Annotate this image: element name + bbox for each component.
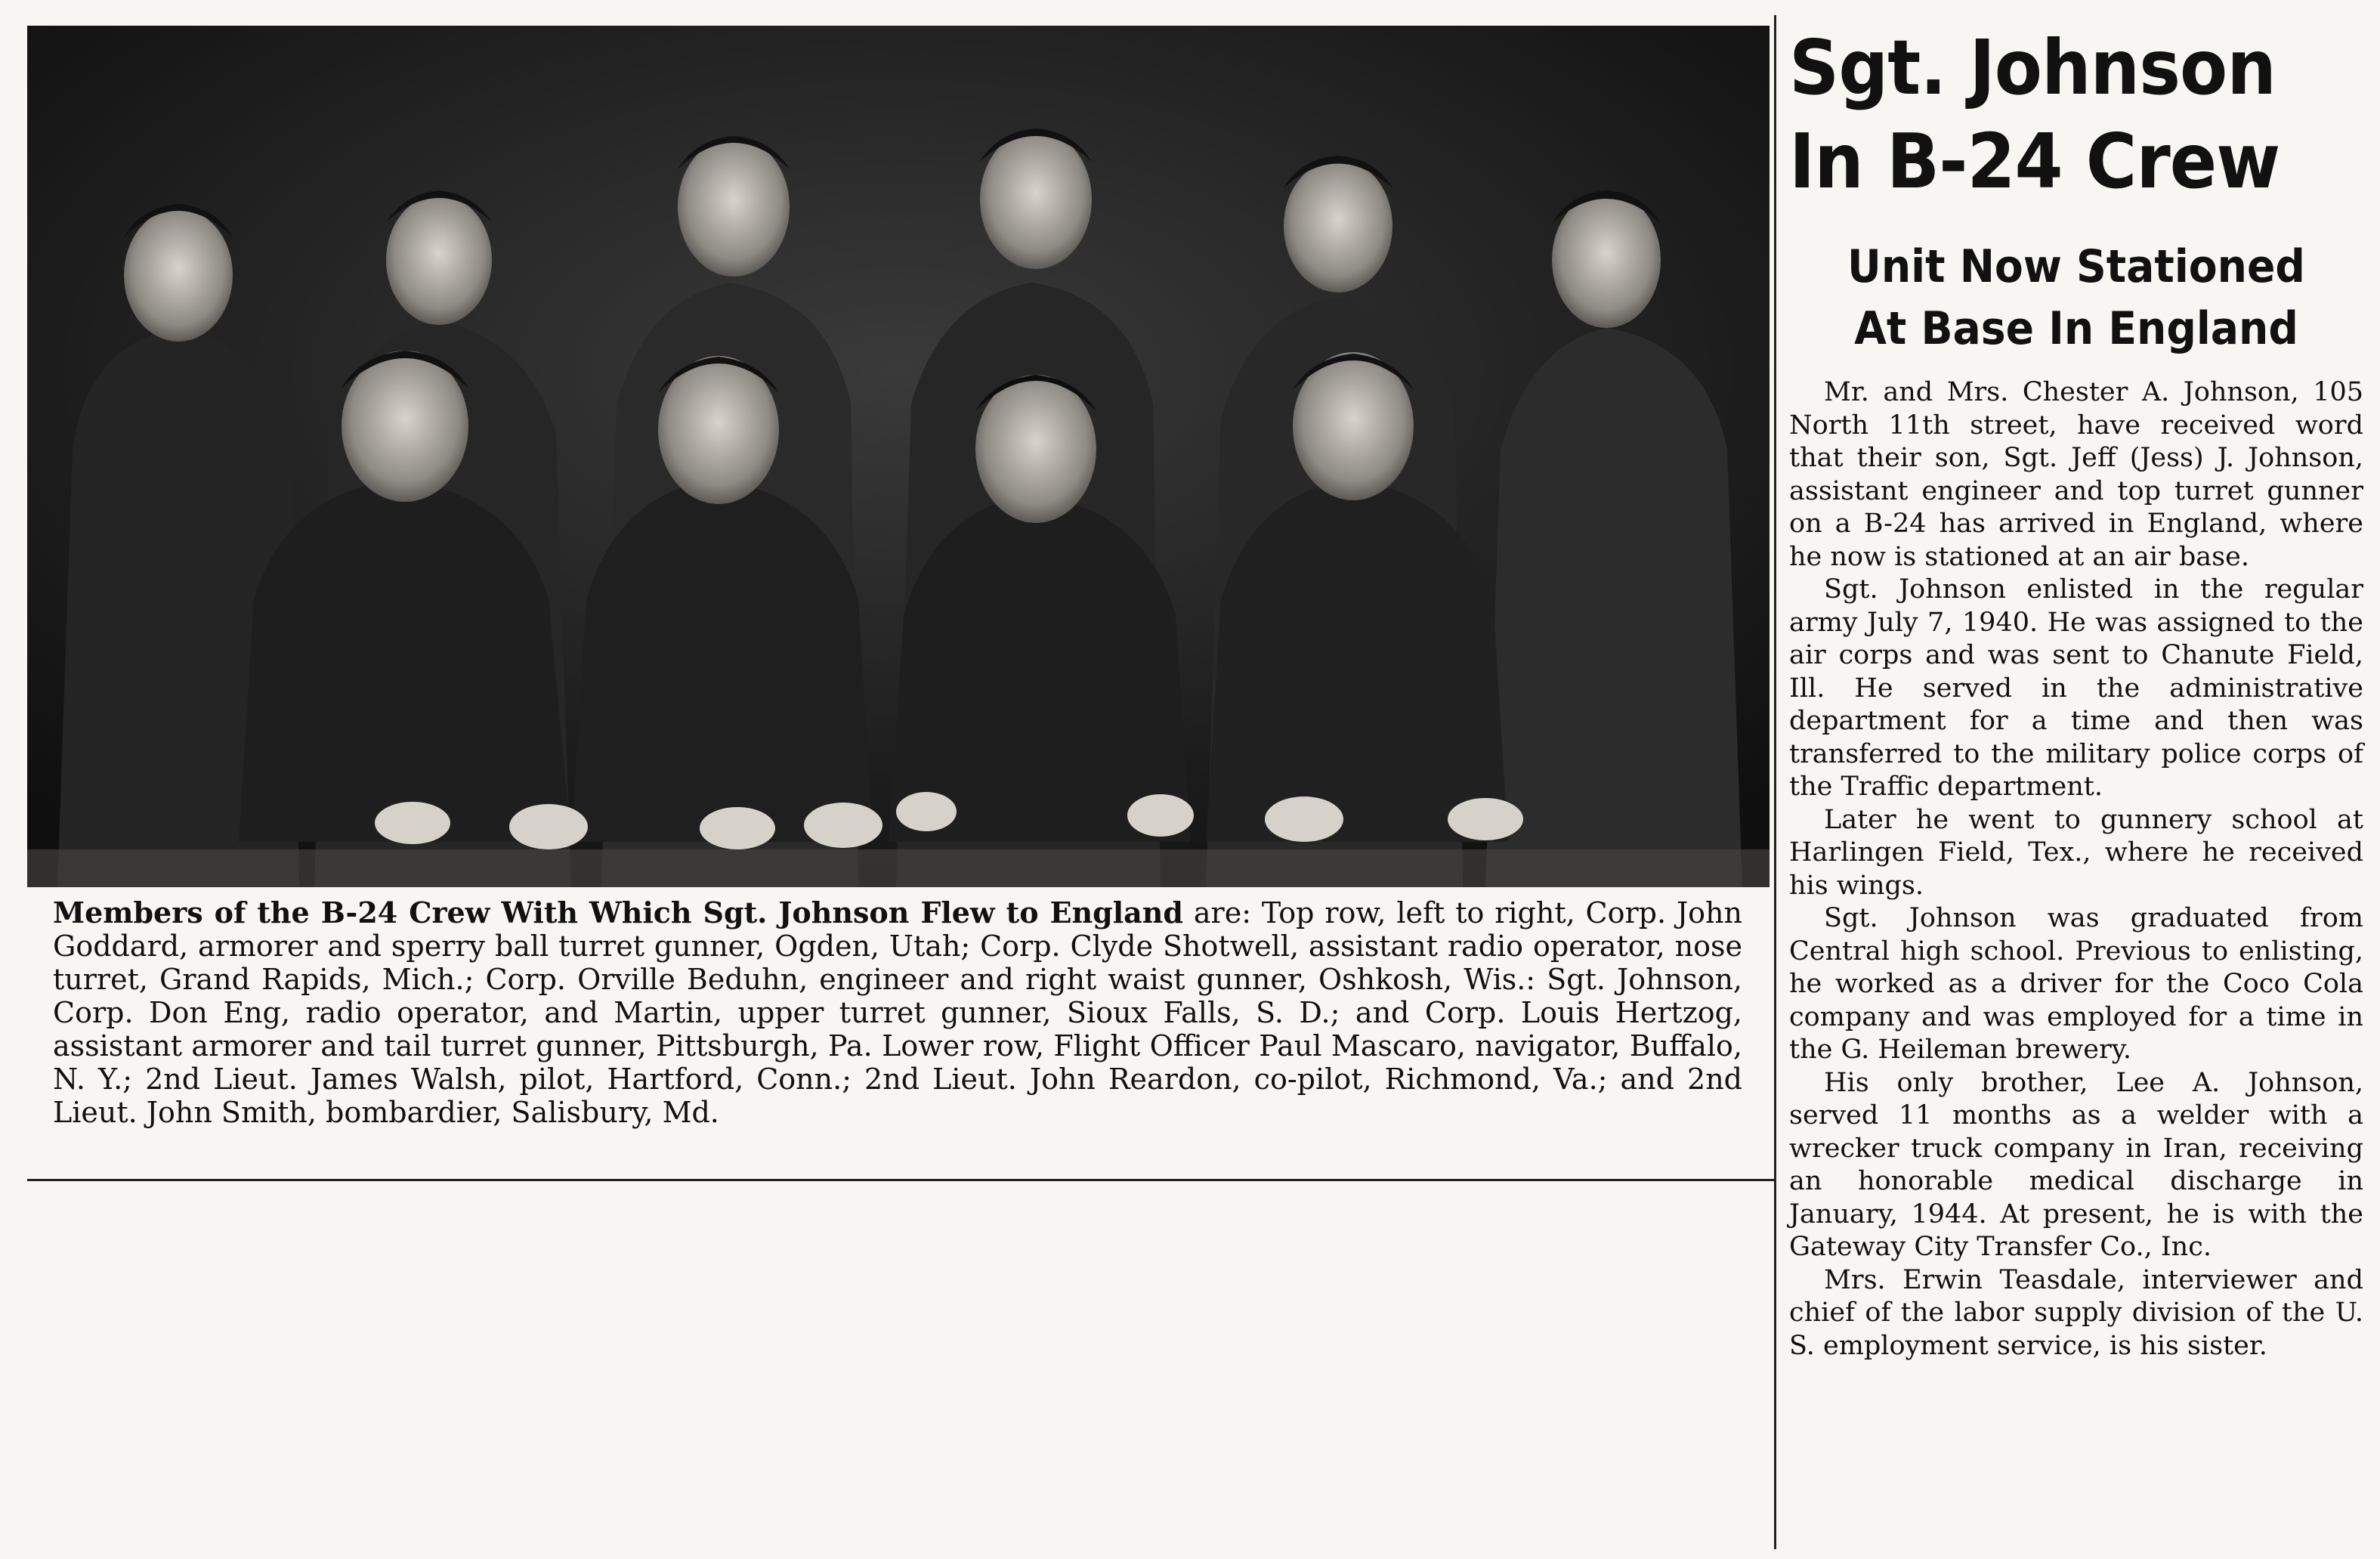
paragraph: Mrs. Erwin Teasdale, interviewer and chief of the labor supply division of the U. S. employment service, is his sister. <box>1789 1264 2363 1361</box>
column-divider <box>1774 15 1776 1549</box>
subhead-line-2: At Base In England <box>1854 302 2298 355</box>
headline <box>1789 21 2317 209</box>
headline-line-2: In B-24 Crew <box>1789 117 2280 206</box>
paragraph: Mr. and Mrs. Chester A. Johnson, 105 North 11th street, have received word that their son, Sgt. Jeff (Jess) J. Johnson, assistant engineer and top turret gunner on a B-24 has arrived in England, where he now is stationed at an air base. <box>1789 377 2363 572</box>
photo-illustration <box>27 26 1770 887</box>
paragraph: Later he went to gunnery school at Harlingen Field, Tex., where he received his wings. <box>1789 804 2363 901</box>
subheadline <box>1812 236 2340 360</box>
photo-caption <box>53 896 1742 1129</box>
horizontal-rule <box>27 1179 1774 1181</box>
caption-body: are: Top row, left to right, Corp. John Goddard, armorer and sperry ball turret gunner, Ogden, Utah; Corp. Clyde Shotwell, assistant radio operator, nose turret, Grand Rapids, Mich.; Corp. Orville Beduhn, engineer and right waist gunner, Oshkosh, Wis.: Sgt. Johnson, Corp. Don Eng, radio operator, and Martin, upper turret gunner, Sioux Falls, S. D.; and Corp. Louis Hertzog, assistant armorer and tail turret gunner, Pittsburgh, Pa. Lower row, Flight Officer Paul Mascaro, navigator, Buffalo, N. Y.; 2nd Lieut. James Walsh, pilot, Hartford, Conn.; 2nd Lieut. John Reardon, co-pilot, Richmond, Va.; and 2nd Lieut. John Smith, bombardier, Salisbury, Md. <box>53 896 1742 1129</box>
paragraph: His only brother, Lee A. Johnson, served 11 months as a welder with a wrecker truck company in Iran, receiving an honorable medical discharge in January, 1944. At present, he is with the Gateway City Transfer Co., Inc. <box>1789 1067 2363 1262</box>
headline-line-1: Sgt. Johnson <box>1789 23 2276 112</box>
article-column <box>1789 15 2363 1363</box>
article-body <box>1789 376 2363 1363</box>
subhead-line-1: Unit Now Stationed <box>1847 240 2305 293</box>
paragraph: Sgt. Johnson enlisted in the regular army July 7, 1940. He was assigned to the air corps and was sent to Chanute Field, Ill. He served in the administrative department for a time and then was transferred to the military police corps of the Traffic department. <box>1789 574 2363 802</box>
crew-group-photo <box>27 26 1770 887</box>
caption-lead: Members of the B-24 Crew With Which Sgt. Johnson Flew to England <box>53 895 1184 930</box>
paragraph: Sgt. Johnson was graduated from Central high school. Previous to enlisting, he worked as a driver for the Coco Cola company and was employed for a time in the G. Heileman brewery. <box>1789 903 2363 1065</box>
